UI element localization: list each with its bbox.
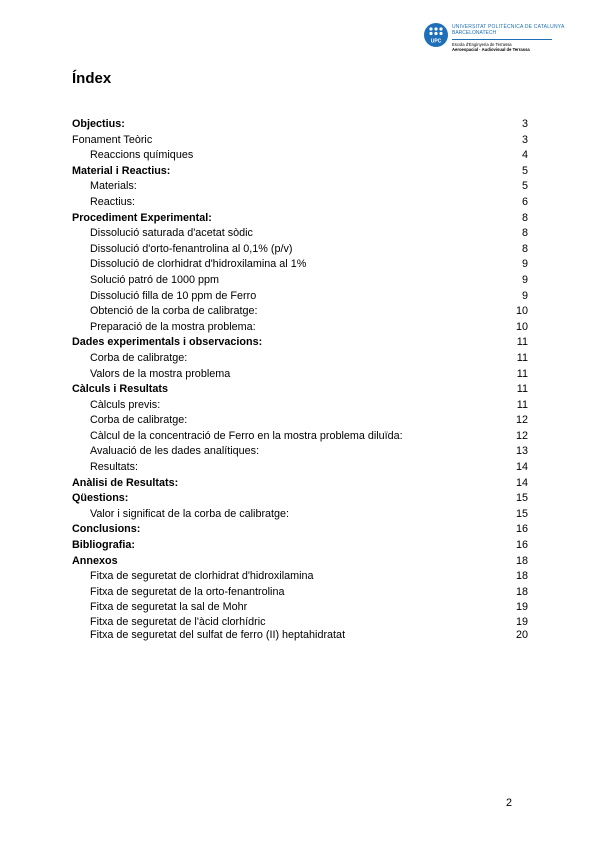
toc-entry[interactable] (72, 629, 528, 642)
toc-entry-page: 3 (521, 133, 528, 146)
toc-entry[interactable] (72, 429, 528, 445)
toc-entry-label: Reactius: (90, 195, 136, 208)
toc-entry-page: 11 (516, 398, 528, 411)
toc-entry-page: 14 (515, 476, 528, 489)
toc-entry[interactable] (72, 507, 528, 523)
toc-entry[interactable] (72, 491, 528, 507)
toc-entry-page: 6 (521, 195, 528, 208)
toc-entry-label: Fitxa de seguretat de clorhidrat d'hidroxilamina (90, 570, 314, 583)
toc-entry-label: Fitxa de seguretat del sulfat de ferro (II) heptahidratat (90, 628, 346, 641)
toc-entry-page: 18 (515, 585, 528, 598)
toc-entry-page: 8 (521, 211, 528, 224)
logo-mark-text: UPC (430, 38, 442, 45)
toc-entry-page: 16 (515, 539, 528, 552)
toc-entry-page: 4 (521, 149, 528, 162)
toc-entry-page: 9 (521, 289, 528, 302)
toc-entry-page: 5 (521, 180, 528, 193)
toc-entry-label: Fitxa de seguretat de l'àcid clorhídric (90, 616, 266, 628)
toc-entry-label: Bibliografia: (72, 539, 135, 552)
toc-entry-page: 18 (515, 570, 528, 583)
toc-entry-page: 11 (516, 336, 528, 349)
toc-entry-label: Conclusions: (72, 523, 141, 536)
toc-entry-page: 12 (515, 414, 528, 427)
toc-entry-page: 11 (516, 367, 528, 380)
logo-text-block (452, 24, 565, 52)
toc-entry[interactable] (72, 289, 528, 305)
toc-entry[interactable] (72, 211, 528, 227)
toc-entry-label: Resultats: (90, 461, 139, 474)
logo-school-detail: Aeroespacial · Audiovisual de Terrassa (452, 47, 530, 52)
toc-entry-label: Annexos (72, 554, 118, 567)
toc-entry[interactable] (72, 320, 528, 336)
toc-entry-label: Valors de la mostra problema (90, 367, 231, 380)
toc-entry-label: Avaluació de les dades analítiques: (90, 445, 260, 458)
toc-entry-label: Valor i significat de la corba de calibratge: (90, 507, 290, 520)
toc-entry-label: Dades experimentals i observacions: (72, 336, 263, 349)
toc-entry[interactable] (72, 616, 528, 629)
toc-entry-page: 11 (516, 351, 528, 364)
toc-entry[interactable] (72, 335, 528, 351)
toc-entry[interactable] (72, 351, 528, 367)
toc-entry-label: Dissolució d'orto-fenantrolina al 0,1% (p/v) (90, 242, 293, 255)
toc-entry-label: Fonament Teòric (72, 133, 153, 146)
toc-entry-label: Fitxa de seguretat la sal de Mohr (90, 601, 248, 614)
toc-entry-label: Solució patró de 1000 ppm (90, 273, 220, 286)
table-of-contents (72, 117, 528, 641)
page-number: 2 (506, 797, 513, 809)
toc-entry-label: Corba de calibratge: (90, 351, 188, 364)
toc-entry[interactable] (72, 398, 528, 414)
toc-entry-label: Reaccions químiques (90, 149, 194, 162)
toc-entry[interactable] (72, 460, 528, 476)
toc-entry-label: Objectius: (72, 118, 125, 130)
toc-entry[interactable] (72, 367, 528, 383)
toc-entry-page: 20 (515, 628, 528, 641)
toc-entry-page: 13 (515, 445, 528, 458)
toc-entry-label: Fitxa de seguretat de la orto-fenantrolina (90, 585, 285, 598)
toc-entry-page: 5 (521, 164, 528, 177)
toc-entry-label: Procediment Experimental: (72, 211, 212, 224)
toc-entry[interactable] (72, 195, 528, 211)
toc-entry[interactable] (72, 242, 528, 258)
toc-entry-page: 12 (515, 429, 528, 442)
logo-subtitle: BARCELONATECH (452, 30, 497, 36)
toc-entry-label: Càlcul de la concentració de Ferro en la mostra problema diluïda: (90, 429, 403, 442)
toc-entry-page: 8 (521, 242, 528, 255)
toc-entry-page: 14 (515, 461, 528, 474)
toc-entry-page: 19 (515, 601, 528, 614)
logo-university-name: UNIVERSITAT POLITÈCNICA DE CATALUNYA (452, 24, 565, 30)
toc-entry-page: 10 (515, 305, 528, 318)
toc-entry-label: Qüestions: (72, 492, 129, 505)
toc-entry-page: 18 (515, 554, 528, 567)
toc-entry-label: Càlculs i Resultats (72, 383, 169, 396)
toc-entry-label: Anàlisi de Resultats: (72, 476, 179, 489)
toc-entry[interactable] (72, 273, 528, 289)
toc-entry[interactable] (72, 226, 528, 242)
page-title: Índex (72, 70, 112, 87)
toc-entry[interactable] (72, 476, 528, 492)
toc-entry[interactable] (72, 554, 528, 570)
toc-entry[interactable] (72, 117, 528, 133)
toc-entry[interactable] (72, 382, 528, 398)
toc-entry-label: Preparació de la mostra problema: (90, 320, 256, 333)
toc-entry-page: 15 (515, 492, 528, 505)
toc-entry[interactable] (72, 164, 528, 180)
toc-entry-label: Materials: (90, 180, 137, 193)
toc-entry[interactable] (72, 133, 528, 149)
university-logo (424, 22, 565, 56)
logo-school-name: Escola d'Enginyeria de Terrassa (452, 42, 512, 47)
toc-entry-page: 10 (515, 320, 528, 333)
toc-entry[interactable] (72, 179, 528, 195)
toc-entry[interactable] (72, 444, 528, 460)
toc-entry-label: Corba de calibratge: (90, 414, 188, 427)
toc-entry[interactable] (72, 585, 528, 601)
toc-entry-page: 3 (521, 118, 528, 130)
toc-entry-label: Dissolució filla de 10 ppm de Ferro (90, 289, 257, 302)
upc-logo-icon (424, 22, 448, 52)
logo-divider (452, 39, 552, 40)
toc-entry[interactable] (72, 413, 528, 429)
toc-entry-page: 8 (521, 227, 528, 240)
toc-entry[interactable] (72, 522, 528, 538)
toc-entry-label: Càlculs previs: (90, 398, 161, 411)
toc-entry-label: Dissolució de clorhidrat d'hidroxilamina al 1% (90, 258, 307, 271)
toc-entry[interactable] (72, 148, 528, 164)
toc-entry[interactable] (72, 257, 528, 273)
toc-entry[interactable] (72, 600, 528, 616)
toc-entry[interactable] (72, 569, 528, 585)
toc-entry[interactable] (72, 304, 528, 320)
toc-entry-label: Obtenció de la corba de calibratge: (90, 305, 258, 318)
toc-entry[interactable] (72, 538, 528, 554)
toc-entry-page: 9 (521, 273, 528, 286)
toc-entry-page: 19 (515, 616, 528, 628)
toc-entry-label: Dissolució saturada d'acetat sòdic (90, 227, 253, 240)
toc-entry-page: 16 (515, 523, 528, 536)
toc-entry-page: 11 (516, 383, 528, 396)
toc-entry-page: 9 (521, 258, 528, 271)
toc-entry-label: Material i Reactius: (72, 164, 171, 177)
toc-entry-page: 15 (515, 507, 528, 520)
